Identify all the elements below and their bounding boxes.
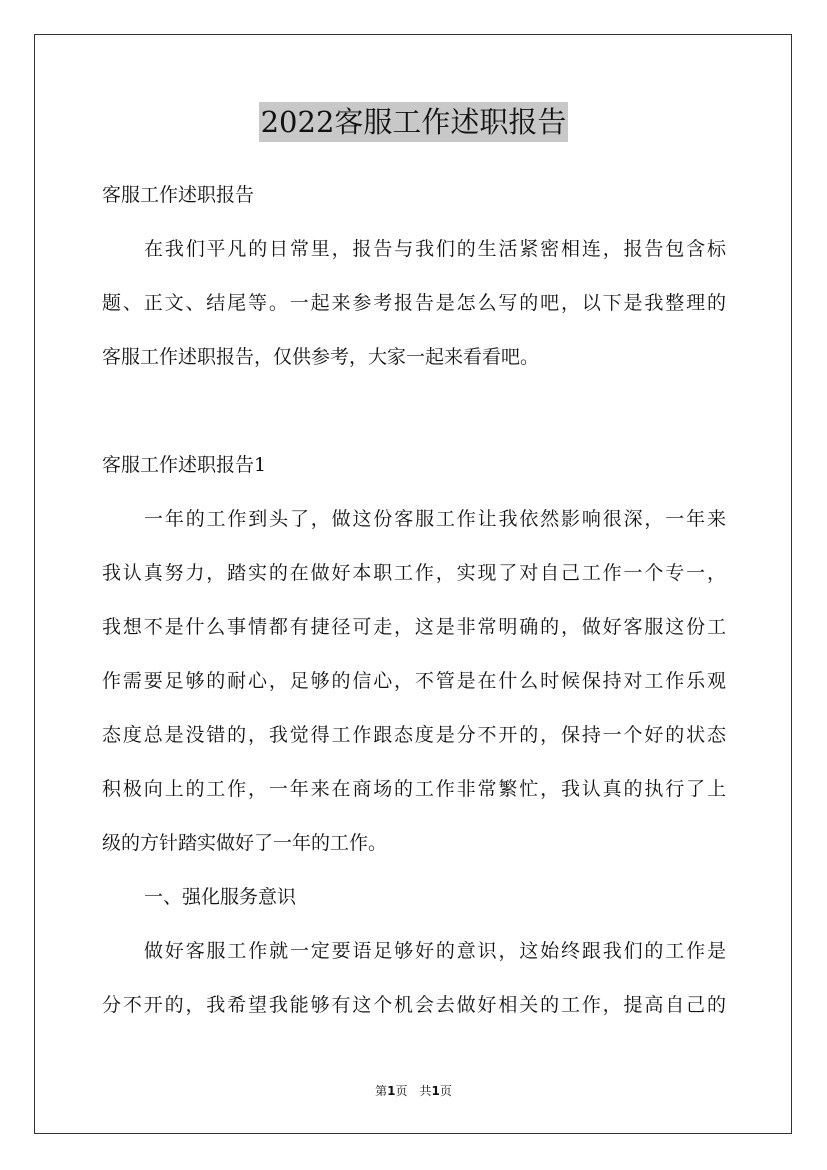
page-footer xyxy=(0,1082,827,1100)
title-container xyxy=(0,102,827,142)
total-suffix: 页 xyxy=(439,1084,452,1098)
body2-line-1: 做好客服工作就一定要语足够好的意识，这始终跟我们的工作是 xyxy=(144,940,726,962)
body-line-5: 态度总是没错的，我觉得工作跟态度是分不开的，保持一个好的状态 xyxy=(102,724,726,746)
body-line-7: 级的方针踏实做好了一年的工作。 xyxy=(102,832,388,854)
body-line-4: 作需要足够的耐心，足够的信心，不管是在什么时候保持对工作乐观 xyxy=(102,670,726,692)
body-line-1: 一年的工作到头了，做这份客服工作让我依然影响很深，一年来 xyxy=(144,508,726,530)
total-pages: 1 xyxy=(431,1084,440,1098)
body-line-6: 积极向上的工作，一年来在商场的工作非常繁忙，我认真的执行了上 xyxy=(102,778,726,800)
document-subtitle: 客服工作述职报告 xyxy=(102,184,255,206)
document-body xyxy=(102,168,726,1032)
page-prefix: 第 xyxy=(375,1084,388,1098)
paragraph-gap xyxy=(102,384,726,438)
section-heading: 客服工作述职报告1 xyxy=(102,454,267,476)
subheading: 一、强化服务意识 xyxy=(144,886,297,908)
intro-line-1: 在我们平凡的日常里，报告与我们的生活紧密相连，报告包含标 xyxy=(144,238,726,260)
document-title: 2022客服工作述职报告 xyxy=(259,102,569,142)
page-suffix: 页 xyxy=(395,1084,408,1098)
intro-line-3: 客服工作述职报告，仅供参考，大家一起来看看吧。 xyxy=(102,346,540,368)
intro-line-2: 题、正文、结尾等。一起来参考报告是怎么写的吧，以下是我整理的 xyxy=(102,292,726,314)
total-prefix: 共 xyxy=(419,1084,432,1098)
page-number: 1 xyxy=(387,1084,396,1098)
body-line-3: 我想不是什么事情都有捷径可走，这是非常明确的，做好客服这份工 xyxy=(102,616,726,638)
body2-line-2: 分不开的，我希望我能够有这个机会去做好相关的工作，提高自己的 xyxy=(102,994,726,1016)
body-line-2: 我认真努力，踏实的在做好本职工作，实现了对自己工作一个专一， xyxy=(102,562,726,584)
